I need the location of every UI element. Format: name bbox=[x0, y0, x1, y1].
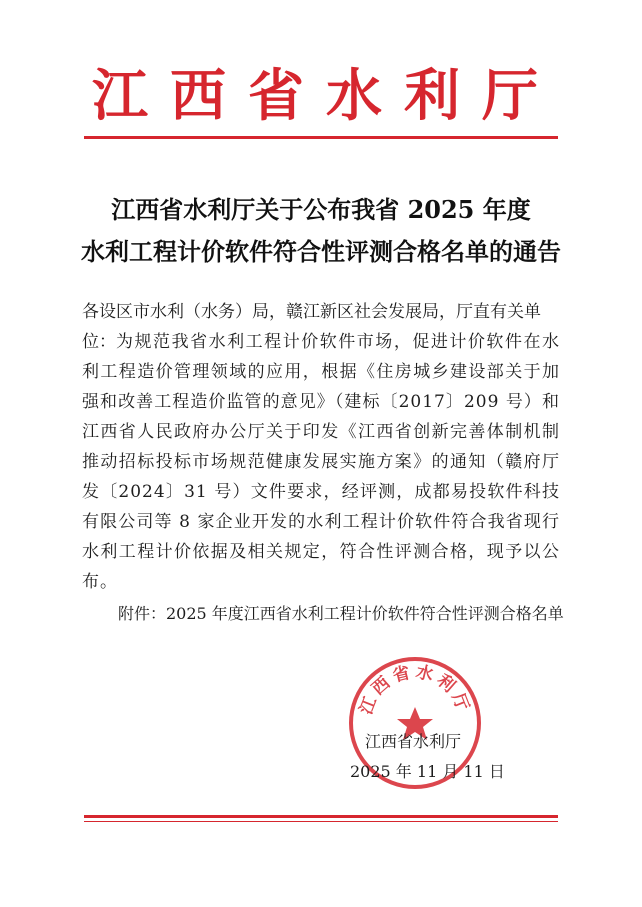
attachment-line: 附件：2025 年度江西省水利工程计价软件符合性评测合格名单 bbox=[118, 604, 564, 623]
document-title-line-1: 江西省水利厅关于公布我省 2025 年度 bbox=[111, 195, 531, 224]
issuing-authority: 江西省水利厅 bbox=[365, 732, 462, 751]
letterhead-red-rule bbox=[84, 136, 558, 139]
footer-red-rule-thick bbox=[84, 815, 558, 818]
document-title-line-2: 水利工程计价软件符合性评测合格名单的通告 bbox=[81, 237, 561, 266]
footer-red-rule-thin bbox=[84, 821, 558, 822]
seal-text: 江西省水利厅 bbox=[356, 662, 474, 718]
issue-date: 2025 年 11 月 11 日 bbox=[350, 762, 505, 781]
body-paragraph: 为规范我省水利工程计价软件市场，促进计价软件在水利工程造价管理领域的应用，根据《住房城乡建设部关于加强和改善工程造价监管的意见》（建标〔2017〕209 号）和江西省人民政府办公厅关于印发《江西省创新完善体制机制推动招标投标市场规范健康发展实施方案》的通知（赣府厅发〔2024〕31 号）文件要求，经评测，成都易投软件科技有限公司等 8 家企业开发的水利工程计价软件符合我省现行水利工程计价依据及相关规定，符合性评测合格，现予以公布。 bbox=[82, 332, 560, 592]
addressee-line: 各设区市水利（水务）局，赣江新区社会发展局，厅直有关单位： bbox=[82, 302, 541, 352]
agency-letterhead: 江西省水利厅 bbox=[92, 63, 560, 129]
